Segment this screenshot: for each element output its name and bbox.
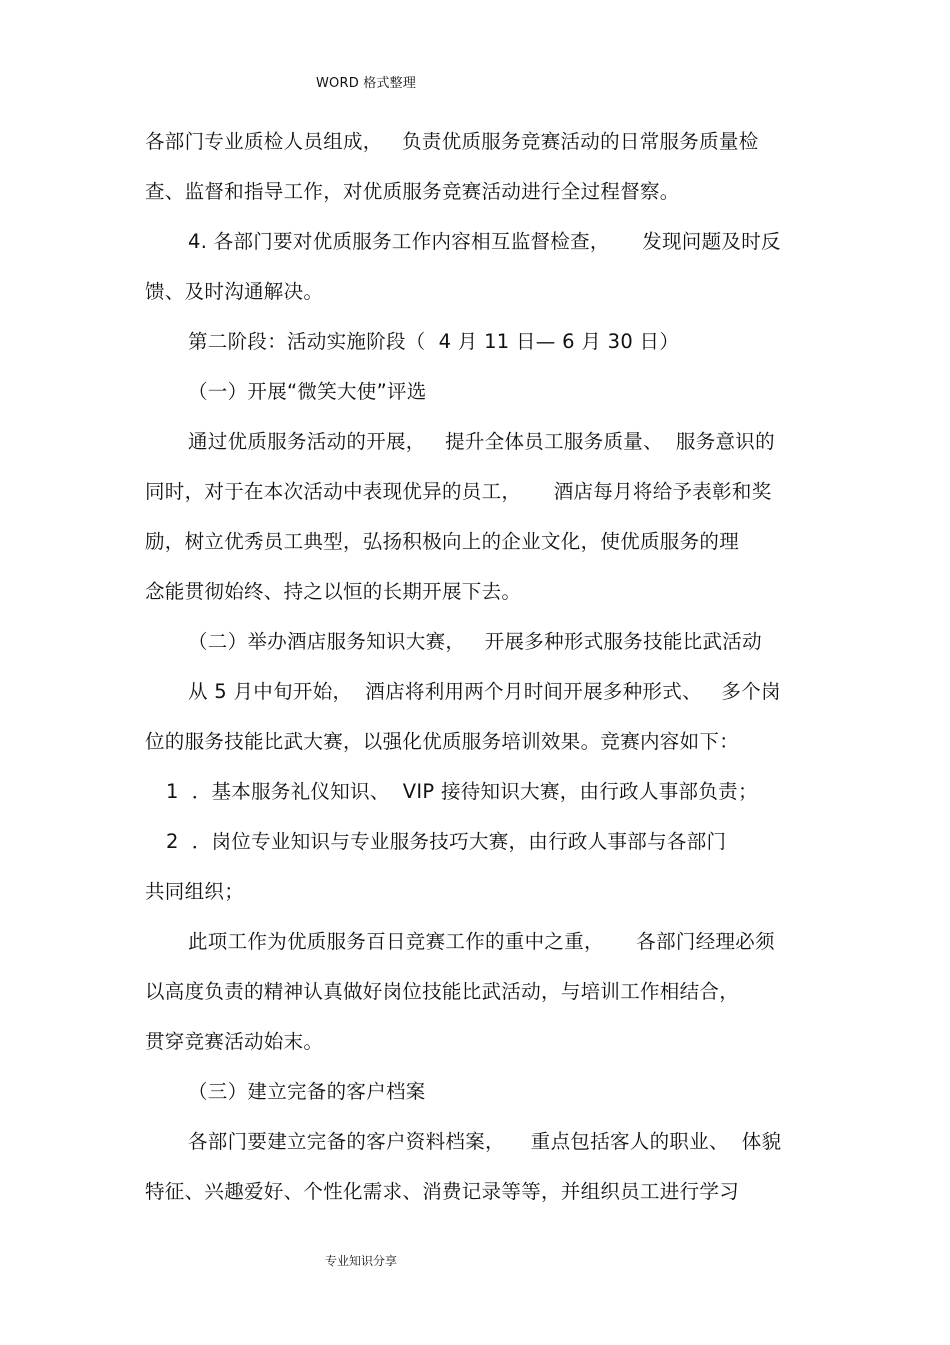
paragraph-line: 各部门要建立完备的客户资料档案， 重点包括客人的职业、 体貌	[188, 1130, 782, 1153]
paragraph-line: 特征、兴趣爱好、个性化需求、消费记录等等，并组织员工进行学习	[145, 1180, 740, 1203]
paragraph-line: 馈、及时沟通解决。	[145, 280, 324, 303]
paragraph-line: 各部门专业质检人员组成， 负责优质服务竞赛活动的日常服务质量检	[145, 130, 759, 153]
paragraph-line: 同时，对于在本次活动中表现优异的员工， 酒店每月将给予表彰和奖	[145, 480, 772, 503]
paragraph-line: 念能贯彻始终、持之以恒的长期开展下去。	[145, 580, 522, 603]
paragraph-line: 通过优质服务活动的开展， 提升全体员工服务质量、 服务意识的	[188, 430, 775, 453]
paragraph-line: 从 5 月中旬开始， 酒店将利用两个月时间开展多种形式、 多个岗	[188, 680, 781, 703]
paragraph-line: 励，树立优秀员工典型，弘扬积极向上的企业文化，使优质服务的理	[145, 530, 740, 553]
section-heading: 第二阶段：活动实施阶段（ 4 月 11 日— 6 月 30 日）	[188, 330, 680, 353]
paragraph-line: 贯穿竞赛活动始末。	[145, 1030, 324, 1053]
paragraph-line: 此项工作为优质服务百日竞赛工作的重中之重， 各部门经理必须	[188, 930, 775, 953]
subsection-heading: （一）开展“微笑大使”评选	[188, 380, 427, 403]
paragraph-line: 查、监督和指导工作，对优质服务竞赛活动进行全过程督察。	[145, 180, 680, 203]
paragraph-line: 以高度负责的精神认真做好岗位技能比武活动，与培训工作相结合，	[145, 980, 740, 1003]
subsection-heading: （三）建立完备的客户档案	[188, 1080, 426, 1103]
page-footer: 专业知识分享	[325, 1254, 398, 1268]
paragraph-line: 共同组织；	[145, 880, 245, 903]
paragraph-line: 位的服务技能比武大赛，以强化优质服务培训效果。竞赛内容如下：	[145, 730, 740, 753]
paragraph-line: 4. 各部门要对优质服务工作内容相互监督检查， 发现问题及时反	[188, 230, 781, 253]
list-item: 2 ．岗位专业知识与专业服务技巧大赛，由行政人事部与各部门	[166, 830, 727, 853]
subsection-heading: （二）举办酒店服务知识大赛， 开展多种形式服务技能比武活动	[188, 630, 762, 653]
list-item: 1 ．基本服务礼仪知识、 VIP 接待知识大赛，由行政人事部负责；	[166, 780, 758, 803]
page-header: WORD 格式整理	[316, 76, 417, 91]
